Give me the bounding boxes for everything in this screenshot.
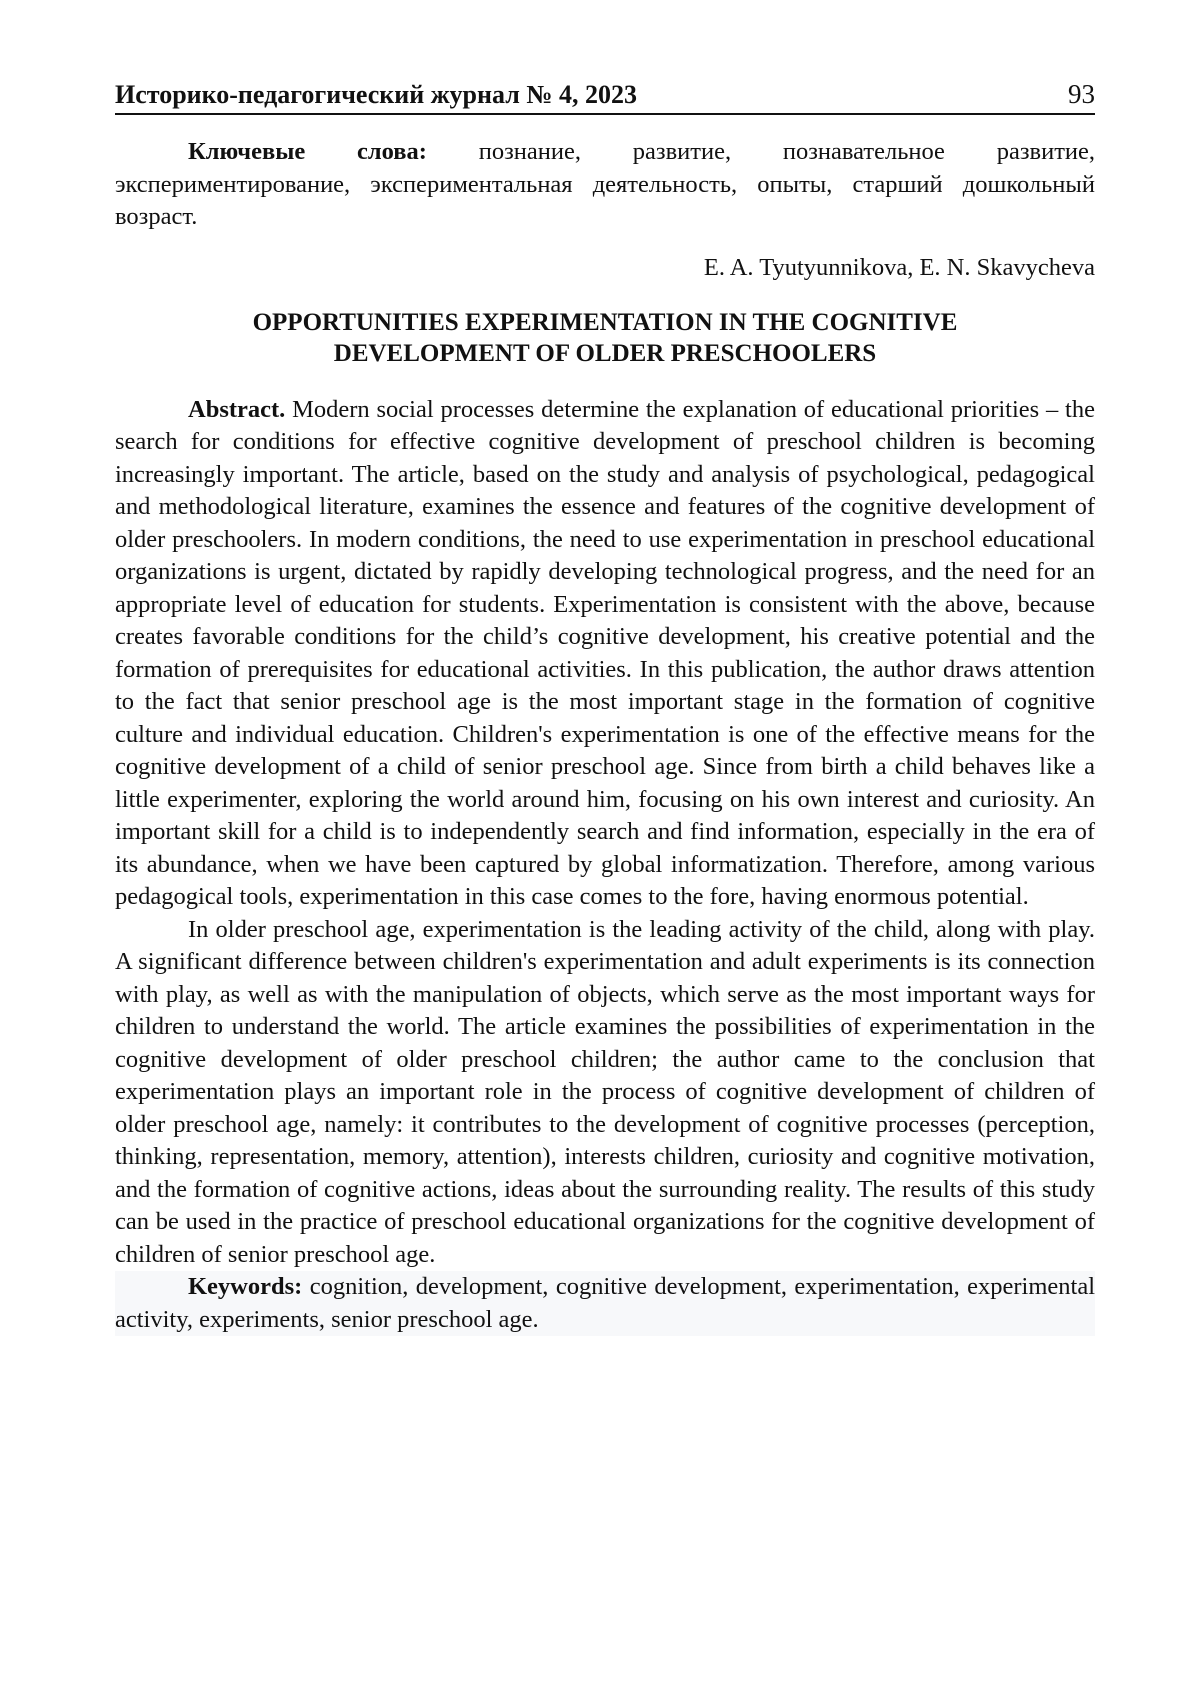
abstract-label: Abstract. — [188, 395, 286, 423]
russian-keywords-label: Ключевые слова: — [188, 138, 427, 165]
english-keywords-label: Keywords: — [188, 1273, 303, 1300]
russian-keywords — [115, 136, 1095, 234]
russian-keywords-text: познание, развитие, познавательное развитие, экспериментирование, экспериментальная деятельность, опыты, старший дошкольный возраст. — [115, 138, 1096, 230]
journal-page — [115, 70, 1095, 1336]
running-header — [115, 70, 1095, 115]
authors: E. A. Tyutyunnikova, E. N. Skavycheva — [703, 253, 1095, 281]
article-title-line-2: DEVELOPMENT OF OLDER PRESCHOOLERS — [333, 339, 877, 367]
article-title — [115, 307, 1095, 369]
journal-title: Историко-педагогический журнал № 4, 2023 — [115, 80, 637, 109]
abstract-text: Modern social processes determine the explanation of educational priorities – the search for conditions for effective cognitive development of preschool children is becoming increasingly important. The article, based on the study and analysis of psychological, pedagogical and methodological literature, examines the essence and features of the cognitive development of older preschoolers. In modern conditions, the need to use experimentation in preschool educational organizations is urgent, dictated by rapidly developing technological progress, and the need for an appropriate level of education for students. Experimentation is consistent with the above, because creates favorable conditions for the child’s cognitive development, his creative potential and the formation of prerequisites for educational activities. In this publication, the author draws attention to the fact that senior preschool age is the most important stage in the formation of cognitive culture and individual education. Children's experimentation is one of the effective means for the cognitive development of a child of senior preschool age. Since from birth a child behaves like a little experimenter, exploring the world around him, focusing on his own interest and curiosity. An important skill for a child is to independently search and find information, especially in the era of its abundance, when we have been captured by global informatization. Therefore, among various pedagogical tools, experimentation in this case comes to the fore, having enormous potential. — [115, 395, 1095, 910]
english-keywords-text: cognition, development, cognitive development, experimentation, experimental activity, experiments, senior preschool age. — [115, 1273, 1095, 1333]
english-keywords — [115, 1271, 1095, 1336]
abstract-paragraph — [115, 394, 1095, 914]
body-paragraph: In older preschool age, experimentation is the leading activity of the child, along with play. A significant difference between children's experimentation and adult experiments is its connection with play, as well as with the manipulation of objects, which serve as the most important ways for children to understand the world. The article examines the possibilities of experimentation in the cognitive development of older preschool children; the author came to the conclusion that experimentation plays an important role in the process of cognitive development of children of older preschool age, namely: it contributes to the development of cognitive processes (perception, thinking, representation, memory, attention), interests children, curiosity and cognitive motivation, and the formation of cognitive actions, ideas about the surrounding reality. The results of this study can be used in the practice of preschool educational organizations for the cognitive development of children of senior preschool age. — [115, 915, 1095, 1268]
article-title-line-1: OPPORTUNITIES EXPERIMENTATION IN THE COGNITIVE — [252, 308, 958, 336]
page-number: 93 — [1068, 79, 1095, 109]
